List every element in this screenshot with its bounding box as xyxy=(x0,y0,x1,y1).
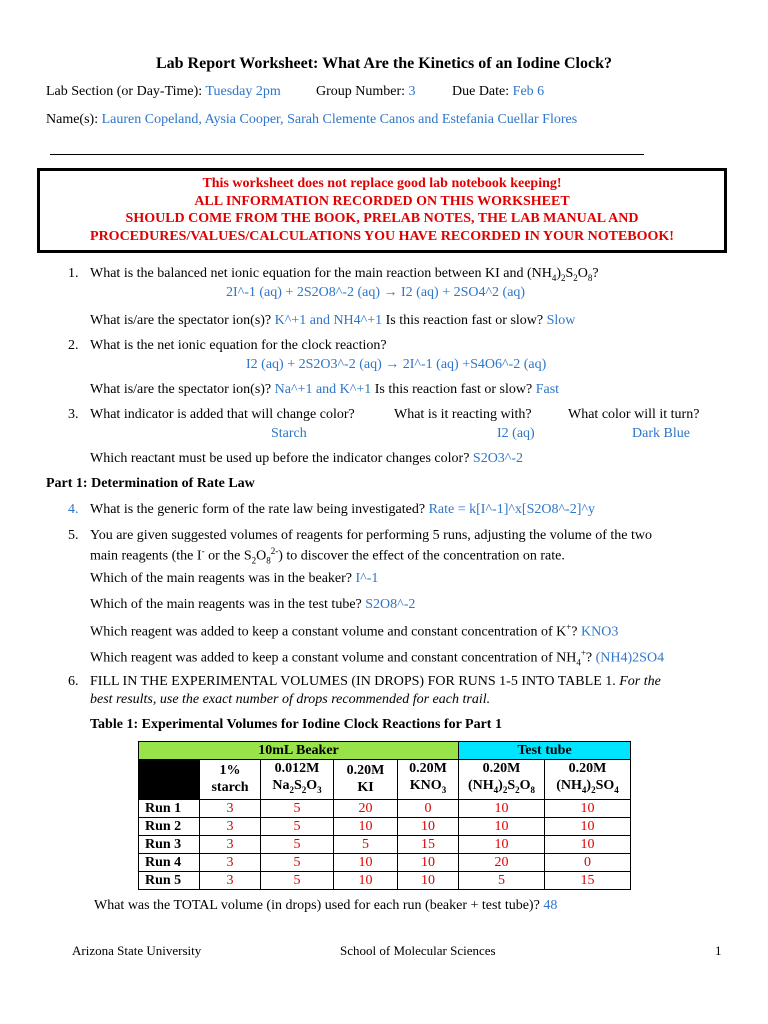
q3-text-color: What color will it turn? xyxy=(568,407,700,422)
run-label: Run 5 xyxy=(139,871,200,889)
due-date-label: Due Date: xyxy=(452,84,510,99)
run-label: Run 4 xyxy=(139,853,200,871)
lab-section-value: Tuesday 2pm xyxy=(205,84,281,99)
lab-section-label: Lab Section (or Day-Time): xyxy=(46,84,203,99)
q5-line-2b: or the S xyxy=(204,548,252,564)
notice-line-1: This worksheet does not replace good lab notebook keeping! xyxy=(202,176,562,191)
page-title: Lab Report Worksheet: What Are the Kinetics of an Iodine Clock? xyxy=(155,55,612,72)
column-conc: 0.20M xyxy=(409,761,447,776)
table-row xyxy=(139,853,631,871)
drop-count-cell: 10 xyxy=(459,835,545,853)
drop-count-cell: 5 xyxy=(261,835,334,853)
total-value: 48 xyxy=(543,898,558,913)
q5-tube-line xyxy=(90,597,415,613)
q3-answer-reacting: I2 (aq) xyxy=(497,426,535,441)
q3-reactant-line xyxy=(90,451,523,467)
column-name: $(NH_4)_2SO_4$ xyxy=(556,778,619,795)
q2-spectator-value: Na^+1 and K^+1 xyxy=(274,382,372,397)
column-header-kno3 xyxy=(398,760,459,800)
table-group-header-row xyxy=(139,742,631,760)
table-row xyxy=(139,817,631,835)
q5-line-2c: ) to discover the effect of the concentration on rate. xyxy=(278,548,565,564)
drop-count-cell: 20 xyxy=(334,799,398,817)
notice-line-4: PROCEDURES/VALUES/CALCULATIONS YOU HAVE RECORDED IN YOUR NOTEBOOK! xyxy=(90,228,674,244)
q5-line-2: main reagents (the I- or the $S_2O_8^{2-}$) to discover the effect of the concentration on rate. xyxy=(90,546,565,566)
q1-speed-value: Slow xyxy=(546,313,576,328)
q1-text: What is the balanced net ionic equation for the main reaction between KI and (NH xyxy=(90,266,552,281)
q5-k-label: Which reagent was added to keep a constant volume and constant concentration of K xyxy=(90,624,567,640)
drop-count-cell: 5 xyxy=(261,853,334,871)
drop-count-cell: 5 xyxy=(459,871,545,889)
lab-section-line xyxy=(46,84,281,100)
q1-speed-label: Is this reaction fast or slow? xyxy=(385,313,544,328)
q4-line xyxy=(90,502,595,518)
q3-reactant-value: S2O3^-2 xyxy=(472,451,524,466)
total-label: What was the TOTAL volume (in drops) used for each run (beaker + test tube)? xyxy=(94,898,540,913)
names-line xyxy=(46,112,577,128)
drop-count-cell: 15 xyxy=(398,835,459,853)
names-label: Name(s): xyxy=(46,112,99,127)
q5-k-line: Which reagent was added to keep a constant volume and constant concentration of K+? KNO3 xyxy=(90,622,619,640)
drop-count-cell: 3 xyxy=(200,835,261,853)
drop-count-cell: 0 xyxy=(545,853,631,871)
q2-spectator-label: What is/are the spectator ion(s)? xyxy=(90,382,272,397)
drop-count-cell: 5 xyxy=(261,799,334,817)
q1-spectator-line xyxy=(90,313,575,329)
q5-beaker-line xyxy=(90,571,378,587)
divider-line xyxy=(50,154,644,155)
q2-answer: I2 (aq) + 2S2O3^-2 (aq) → 2I^-1 (aq) +S4O6^-2 (aq) xyxy=(246,357,547,372)
drop-count-cell: 0 xyxy=(398,799,459,817)
q2-speed-value: Fast xyxy=(535,382,560,397)
q3-answer-indicator: Starch xyxy=(271,426,307,441)
drop-count-cell: 10 xyxy=(545,817,631,835)
q5-k-value: KNO3 xyxy=(581,624,619,640)
column-header-ammonium-sulfate xyxy=(545,760,631,800)
q3-text-indicator: What indicator is added that will change color? xyxy=(90,407,355,422)
drop-count-cell: 10 xyxy=(398,871,459,889)
column-conc: 0.20M xyxy=(568,761,607,776)
drop-count-cell: 3 xyxy=(200,871,261,889)
drop-count-cell: 10 xyxy=(334,871,398,889)
q6-italic-1: For the xyxy=(619,674,661,689)
group-number-value: 3 xyxy=(408,84,416,99)
drop-count-cell: 5 xyxy=(261,871,334,889)
footer-page-number: 1 xyxy=(715,943,722,958)
table-row xyxy=(139,871,631,889)
drop-count-cell: 10 xyxy=(459,817,545,835)
drop-count-cell: 10 xyxy=(398,853,459,871)
drop-count-cell: 10 xyxy=(398,817,459,835)
q5-tube-label: Which of the main reagents was in the test tube? xyxy=(90,597,362,612)
empty-corner-cell xyxy=(139,760,200,800)
column-name: starch xyxy=(211,780,249,796)
notice-line-2: ALL INFORMATION RECORDED ON THIS WORKSHEET xyxy=(194,193,570,209)
q5-line-1: You are given suggested volumes of reagents for performing 5 runs, adjusting the volume of the two xyxy=(90,528,652,543)
q5-nh4-value: (NH4)2SO4 xyxy=(595,650,665,666)
q3-text-reacting: What is it reacting with? xyxy=(394,407,532,422)
q4-text: What is the generic form of the rate law being investigated? xyxy=(90,502,426,517)
footer-university: Arizona State University xyxy=(72,943,202,958)
due-date-value: Feb 6 xyxy=(512,84,545,99)
drop-count-cell: 15 xyxy=(545,871,631,889)
column-name: KI xyxy=(357,780,374,796)
q5-beaker-value: I^-1 xyxy=(355,571,379,586)
q2-spectator-line xyxy=(90,382,559,398)
test-tube-group-header: Test tube xyxy=(459,742,631,760)
notice-line-3: SHOULD COME FROM THE BOOK, PRELAB NOTES, THE LAB MANUAL AND xyxy=(125,211,639,226)
column-conc: 0.20M xyxy=(482,761,521,776)
q6-text: FILL IN THE EXPERIMENTAL VOLUMES (IN DROPS) FOR RUNS 1-5 INTO TABLE 1. xyxy=(90,674,616,689)
table-row xyxy=(139,835,631,853)
total-line xyxy=(94,898,557,914)
drop-count-cell: 5 xyxy=(334,835,398,853)
q5-tube-value: S2O8^-2 xyxy=(365,597,416,612)
names-value: Lauren Copeland, Aysia Cooper, Sarah Clemente Canos and Estefania Cuellar Flores xyxy=(101,112,578,127)
group-number-label: Group Number: xyxy=(316,84,406,99)
column-conc: 0.20M xyxy=(346,763,385,779)
notice-box xyxy=(37,168,727,253)
q2-speed-label: Is this reaction fast or slow? xyxy=(374,382,533,397)
drop-count-cell: 3 xyxy=(200,817,261,835)
due-date-line xyxy=(452,84,544,100)
q1-spectator-value: K^+1 and NH4^+1 xyxy=(274,313,383,328)
column-conc: 0.012M xyxy=(274,761,320,776)
q1-spectator-label: What is/are the spectator ion(s)? xyxy=(90,313,272,328)
q5-line-2a: main reagents (the I xyxy=(90,548,202,564)
q6-line-1 xyxy=(90,674,661,690)
part1-heading: Part 1: Determination of Rate Law xyxy=(46,476,255,491)
q5-nh4-line: Which reagent was added to keep a constant volume and constant concentration of $NH_4^+$? (NH4)2SO4 xyxy=(90,648,665,668)
q2-number: 2. xyxy=(68,338,79,353)
column-header-thiosulfate xyxy=(261,760,334,800)
run-label: Run 2 xyxy=(139,817,200,835)
q5-beaker-label: Which of the main reagents was in the beaker? xyxy=(90,571,353,586)
run-label: Run 3 xyxy=(139,835,200,853)
q5-nh4-label: Which reagent was added to keep a constant volume and constant concentration of NH xyxy=(90,650,577,666)
column-name: $(NH_4)_2S_2O_8$ xyxy=(467,778,536,795)
group-number-line xyxy=(316,84,416,100)
q3-answer-color: Dark Blue xyxy=(632,426,690,441)
drop-count-cell: 3 xyxy=(200,853,261,871)
table-row xyxy=(139,799,631,817)
run-label: Run 1 xyxy=(139,799,200,817)
q4-number: 4. xyxy=(68,502,79,517)
column-conc: 1% xyxy=(219,763,241,779)
table-column-header-row xyxy=(139,760,631,800)
column-header-ki xyxy=(334,760,398,800)
q1-answer: 2I^-1 (aq) + 2S2O8^-2 (aq) → I2 (aq) + 2SO4^2 (aq) xyxy=(226,285,526,300)
drop-count-cell: 3 xyxy=(200,799,261,817)
q1-question: What is the balanced net ionic equation for the main reaction between KI and $(NH_4)_2S_2O_8$? xyxy=(90,266,599,283)
drop-count-cell: 10 xyxy=(334,853,398,871)
drop-count-cell: 10 xyxy=(545,799,631,817)
drop-count-cell: 10 xyxy=(334,817,398,835)
q2-text: What is the net ionic equation for the clock reaction? xyxy=(90,338,387,353)
q6-number: 6. xyxy=(68,674,79,689)
q3-reactant-label: Which reactant must be used up before the indicator changes color? xyxy=(90,451,470,466)
column-name: $Na_2S_2O_3$ xyxy=(272,778,322,795)
table-caption: Table 1: Experimental Volumes for Iodine Clock Reactions for Part 1 xyxy=(90,717,502,732)
drop-count-cell: 5 xyxy=(261,817,334,835)
q1-number: 1. xyxy=(68,266,79,281)
q6-italic-2: best results, use the exact number of drops recommended for each trail. xyxy=(90,692,491,707)
q4-answer: Rate = k[I^-1]^x[S2O8^-2]^y xyxy=(428,502,595,517)
experimental-volumes-table xyxy=(138,741,631,890)
column-name: $KNO_3$ xyxy=(409,778,447,795)
drop-count-cell: 10 xyxy=(545,835,631,853)
column-header-starch xyxy=(200,760,261,800)
q5-number: 5. xyxy=(68,528,79,543)
drop-count-cell: 20 xyxy=(459,853,545,871)
drop-count-cell: 10 xyxy=(459,799,545,817)
footer-school: School of Molecular Sciences xyxy=(340,943,496,958)
beaker-group-header: 10mL Beaker xyxy=(139,742,459,760)
column-header-persulfate xyxy=(459,760,545,800)
q3-number: 3. xyxy=(68,407,79,422)
